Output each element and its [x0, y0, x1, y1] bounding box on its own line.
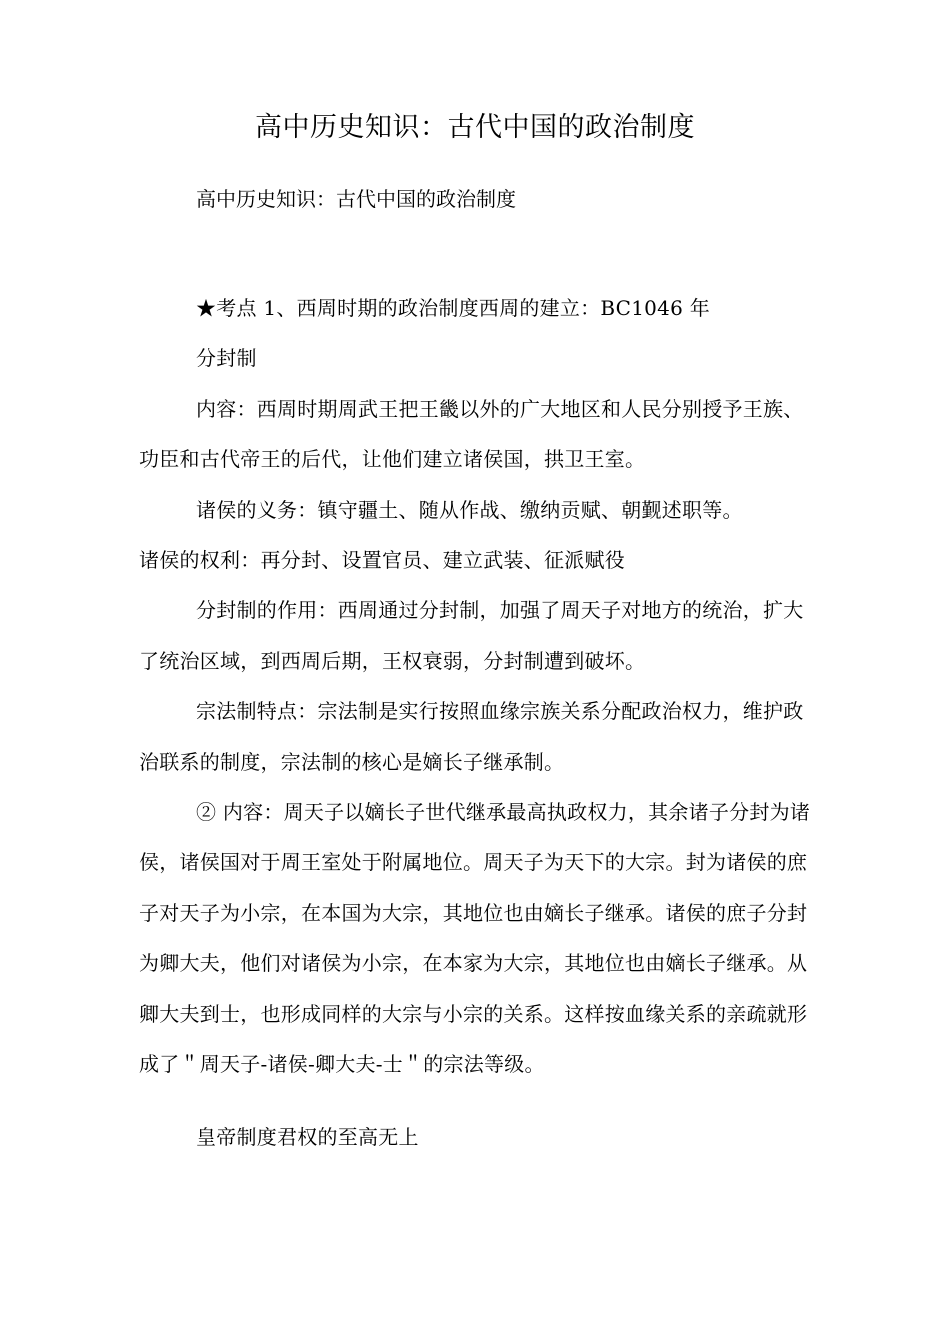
- paragraph-exam-point-1: ★考点 1、西周时期的政治制度西周的建立：BC1046 年: [196, 296, 710, 320]
- paragraph-zongfa-features: 宗法制特点：宗法制是实行按照血缘宗族关系分配政治权力，维护政治联系的制度，宗法制的核心是嫡长子继承制。: [139, 699, 804, 774]
- document-subtitle: 高中历史知识：古代中国的政治制度: [196, 187, 516, 211]
- paragraph-emperor-system: 皇帝制度君权的至高无上: [196, 1124, 419, 1149]
- paragraph-fenfeng-heading: 分封制: [196, 346, 257, 371]
- paragraph-fenfeng-effect: 分封制的作用：西周通过分封制，加强了周天子对地方的统治，扩大了统治区域，到西周后期，王权衰弱，分封制遭到破坏。: [139, 598, 804, 673]
- paragraph-fenfeng-content: 内容：西周时期周武王把王畿以外的广大地区和人民分别授予王族、功臣和古代帝王的后代，让他们建立诸侯国，拱卫王室。: [139, 396, 804, 472]
- paragraph-vassal-duties: 诸侯的义务：镇守疆土、随从作战、缴纳贡赋、朝觐述职等。: [196, 497, 743, 522]
- document-title: 高中历史知识：古代中国的政治制度: [255, 112, 695, 143]
- paragraph-zongfa-content: ② 内容：周天子以嫡长子世代继承最高执政权力，其余诸子分封为诸侯，诸侯国对于周王室处于附属地位。周天子为天下的大宗。封为诸侯的庶子对天子为小宗，在本国为大宗，其地位也由嫡长子继承。诸侯的庶子分封为卿大夫，他们对诸侯为小宗，在本家为大宗，其地位也由嫡长子继承。从卿大夫到士，也形成同样的大宗与小宗的关系。这样按血缘关系的亲疏就形成了＂周天子-诸侯-卿大夫-士＂的宗法等级。: [139, 800, 811, 1077]
- paragraph-vassal-rights: 诸侯的权利：再分封、设置官员、建立武装、征派赋役: [139, 548, 625, 573]
- document-body: [139, 283, 811, 1162]
